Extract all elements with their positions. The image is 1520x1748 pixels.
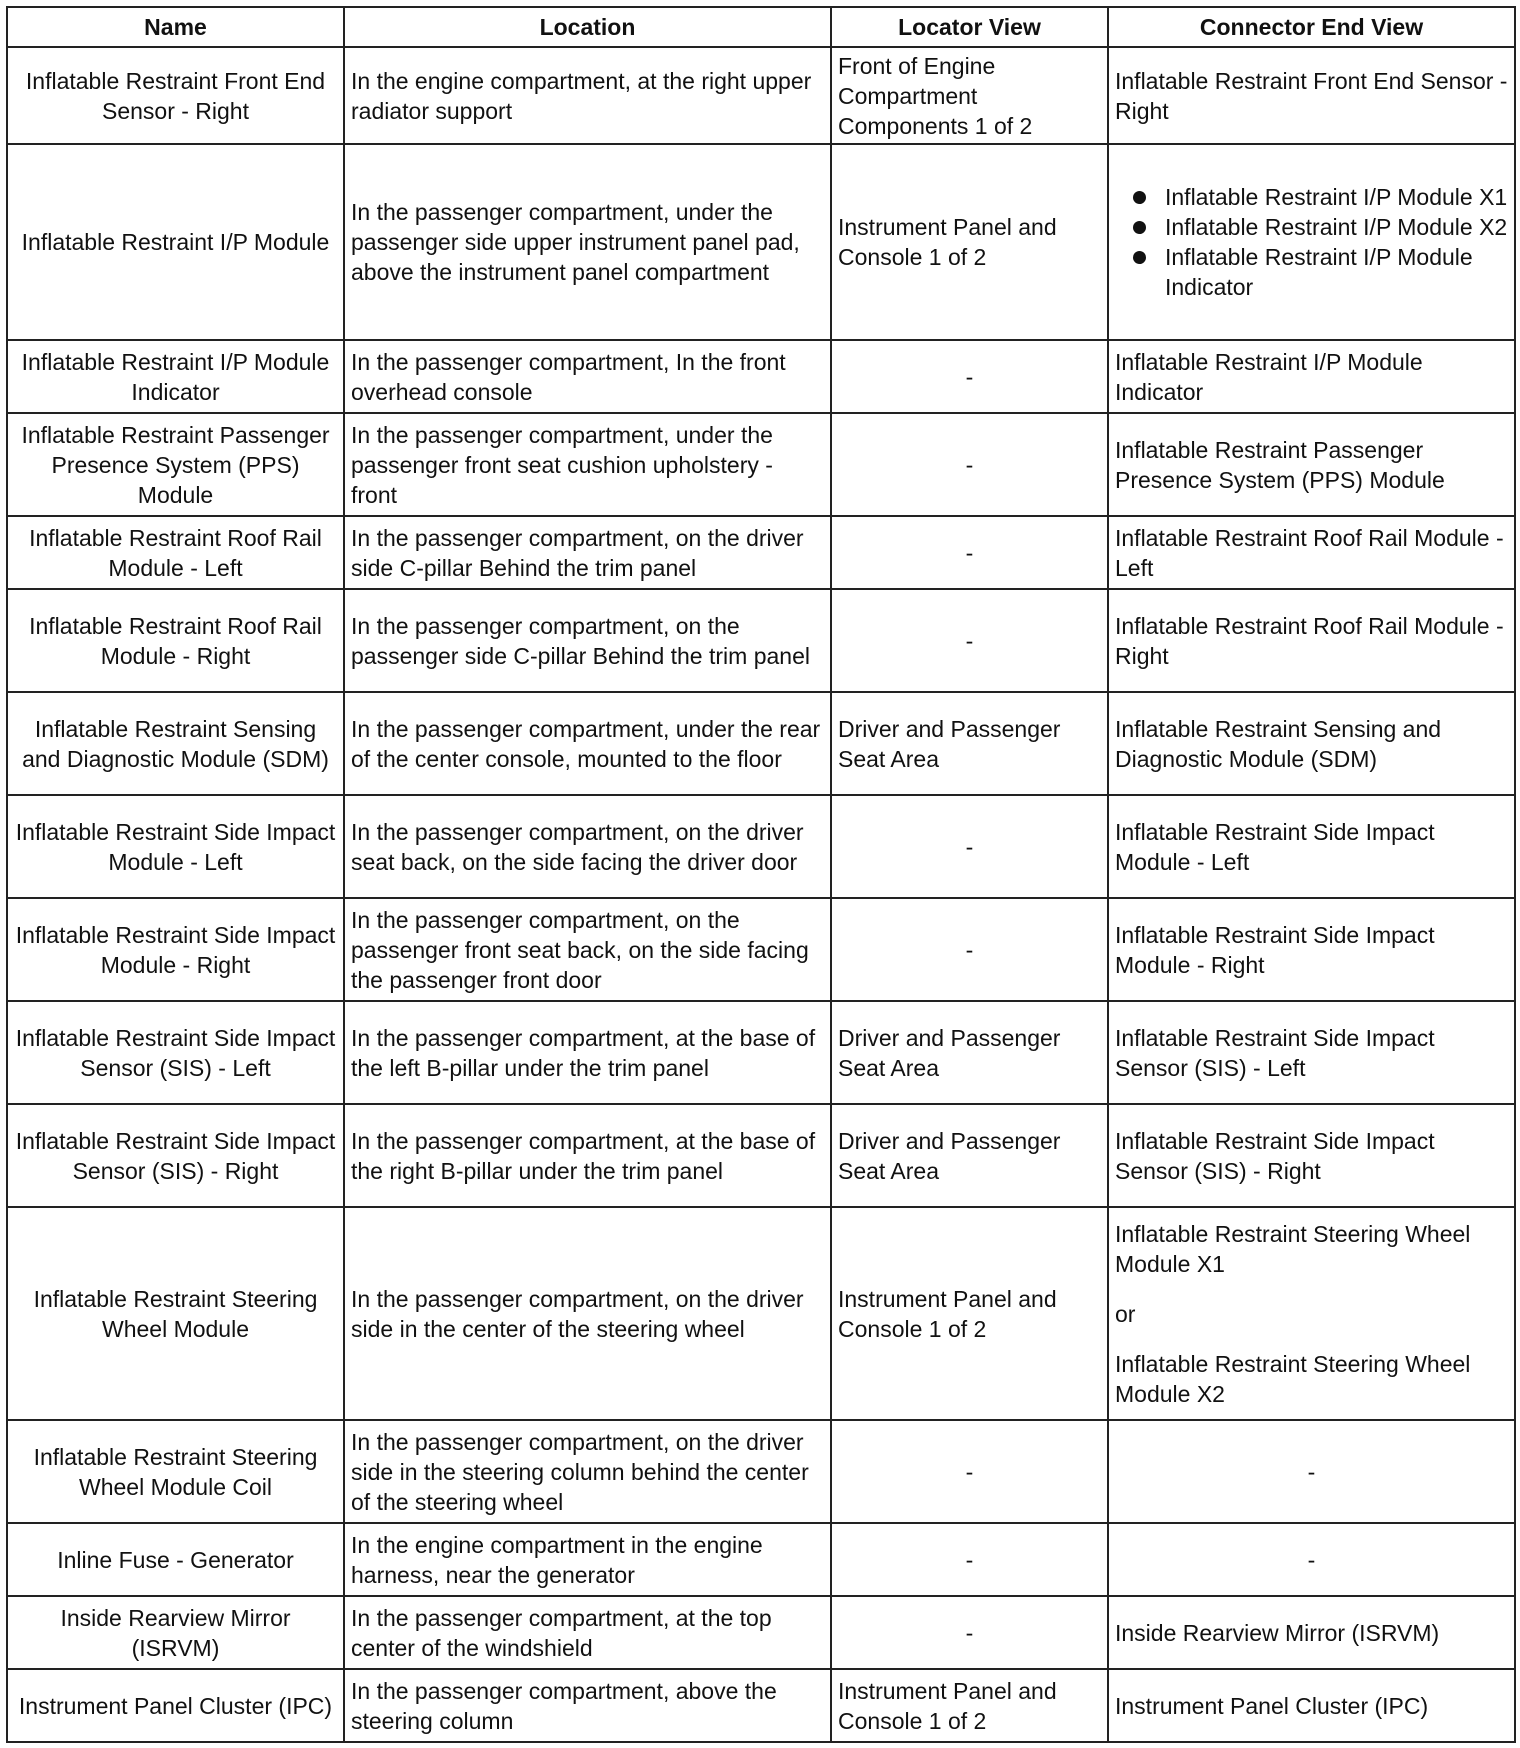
list-item: Inflatable Restraint I/P Module X2 — [1165, 214, 1508, 240]
cell-locator-view: - — [831, 1596, 1108, 1669]
cell-name: Inflatable Restraint Side Impact Module - Left — [7, 795, 344, 898]
cell-name: Inflatable Restraint Sensing and Diagnostic Module (SDM) — [7, 692, 344, 795]
cell-locator-view: - — [831, 340, 1108, 413]
cell-locator-view: - — [831, 1420, 1108, 1523]
cell-connector-end-view: Inflatable Restraint Sensing and Diagnostic Module (SDM) — [1108, 692, 1515, 795]
cell-name: Inflatable Restraint Side Impact Module - Right — [7, 898, 344, 1001]
connector-option: Inflatable Restraint Steering Wheel Module X2 — [1115, 1350, 1471, 1407]
cell-connector-end-view: Inflatable Restraint Roof Rail Module - Left — [1108, 516, 1515, 589]
component-locator-table — [6, 6, 1516, 1743]
cell-connector-end-view: Inflatable Restraint Side Impact Sensor (SIS) - Left — [1108, 1001, 1515, 1104]
cell-name: Inflatable Restraint Passenger Presence System (PPS) Module — [7, 413, 344, 516]
cell-location: In the engine compartment in the engine harness, near the generator — [344, 1523, 831, 1596]
cell-name: Inflatable Restraint Roof Rail Module - Left — [7, 516, 344, 589]
table-row — [7, 1001, 1515, 1104]
cell-locator-view: Instrument Panel and Console 1 of 2 — [831, 1207, 1108, 1420]
cell-connector-end-view: Inflatable Restraint Side Impact Sensor (SIS) - Right — [1108, 1104, 1515, 1207]
connector-option: Inflatable Restraint Steering Wheel Module X1 — [1115, 1220, 1471, 1277]
cell-location: In the passenger compartment, on the driver side C-pillar Behind the trim panel — [344, 516, 831, 589]
cell-locator-view: Driver and Passenger Seat Area — [831, 692, 1108, 795]
header-location: Location — [344, 7, 831, 47]
cell-location: In the passenger compartment, In the front overhead console — [344, 340, 831, 413]
table-row — [7, 1523, 1515, 1596]
cell-connector-end-view: - — [1108, 1523, 1515, 1596]
cell-locator-view: - — [831, 795, 1108, 898]
cell-connector-end-view: Inflatable Restraint Passenger Presence System (PPS) Module — [1108, 413, 1515, 516]
cell-name: Inflatable Restraint Side Impact Sensor (SIS) - Right — [7, 1104, 344, 1207]
list-item: Inflatable Restraint I/P Module Indicator — [1165, 242, 1508, 302]
cell-connector-end-view: Inflatable Restraint Side Impact Module - Left — [1108, 795, 1515, 898]
cell-connector-end-view: Inflatable Restraint Front End Sensor - Right — [1108, 47, 1515, 144]
cell-connector-end-view: Inflatable Restraint Side Impact Module - Right — [1108, 898, 1515, 1001]
cell-locator-view: - — [831, 413, 1108, 516]
header-connector-end-view: Connector End View — [1108, 7, 1515, 47]
cell-name: Inline Fuse - Generator — [7, 1523, 344, 1596]
cell-location: In the passenger compartment, on the driver seat back, on the side facing the driver door — [344, 795, 831, 898]
cell-locator-view: - — [831, 589, 1108, 692]
cell-connector-end-view: Inflatable Restraint I/P Module Indicator — [1108, 340, 1515, 413]
table-row — [7, 1104, 1515, 1207]
table-row — [7, 340, 1515, 413]
cell-location: In the passenger compartment, on the driver side in the center of the steering wheel — [344, 1207, 831, 1420]
cell-locator-view: Instrument Panel and Console 1 of 2 — [831, 144, 1108, 340]
table-row — [7, 1596, 1515, 1669]
table-row — [7, 898, 1515, 1001]
table-row — [7, 692, 1515, 795]
cell-name: Inflatable Restraint Side Impact Sensor (SIS) - Left — [7, 1001, 344, 1104]
table-row — [7, 144, 1515, 340]
cell-locator-view: - — [831, 898, 1108, 1001]
table-row — [7, 795, 1515, 898]
cell-locator-view: Driver and Passenger Seat Area — [831, 1001, 1108, 1104]
cell-locator-view: Instrument Panel and Console 1 of 2 — [831, 1669, 1108, 1742]
connector-list — [1115, 182, 1508, 302]
cell-location: In the passenger compartment, on the driver side in the steering column behind the center of the steering wheel — [344, 1420, 831, 1523]
table-row — [7, 1420, 1515, 1523]
cell-name: Inflatable Restraint Steering Wheel Module — [7, 1207, 344, 1420]
cell-location: In the passenger compartment, above the steering column — [344, 1669, 831, 1742]
table-row — [7, 413, 1515, 516]
cell-connector-end-view: - — [1108, 1420, 1515, 1523]
cell-connector-end-view — [1108, 144, 1515, 340]
cell-name: Instrument Panel Cluster (IPC) — [7, 1669, 344, 1742]
table-row — [7, 1669, 1515, 1742]
cell-connector-end-view: Inside Rearview Mirror (ISRVM) — [1108, 1596, 1515, 1669]
cell-connector-end-view: Instrument Panel Cluster (IPC) — [1108, 1669, 1515, 1742]
table-row — [7, 1207, 1515, 1420]
cell-location: In the passenger compartment, at the base of the right B-pillar under the trim panel — [344, 1104, 831, 1207]
table-row — [7, 589, 1515, 692]
cell-location: In the passenger compartment, on the passenger side C-pillar Behind the trim panel — [344, 589, 831, 692]
header-row — [7, 7, 1515, 47]
cell-location: In the passenger compartment, under the passenger side upper instrument panel pad, above the instrument panel compartment — [344, 144, 831, 340]
cell-locator-view: Front of Engine Compartment Components 1 of 2 — [831, 47, 1108, 144]
cell-location: In the passenger compartment, under the passenger front seat cushion upholstery - front — [344, 413, 831, 516]
list-item: Inflatable Restraint I/P Module X1 — [1165, 184, 1508, 210]
cell-name: Inside Rearview Mirror (ISRVM) — [7, 1596, 344, 1669]
cell-name: Inflatable Restraint I/P Module Indicator — [7, 340, 344, 413]
cell-locator-view: - — [831, 1523, 1108, 1596]
connector-or: or — [1115, 1300, 1136, 1327]
cell-location: In the engine compartment, at the right upper radiator support — [344, 47, 831, 144]
cell-location: In the passenger compartment, at the base of the left B-pillar under the trim panel — [344, 1001, 831, 1104]
table-row — [7, 47, 1515, 144]
cell-location: In the passenger compartment, on the passenger front seat back, on the side facing the passenger front door — [344, 898, 831, 1001]
cell-locator-view: - — [831, 516, 1108, 589]
cell-locator-view: Driver and Passenger Seat Area — [831, 1104, 1108, 1207]
cell-location: In the passenger compartment, at the top center of the windshield — [344, 1596, 831, 1669]
cell-connector-end-view: Inflatable Restraint Roof Rail Module - Right — [1108, 589, 1515, 692]
header-name: Name — [7, 7, 344, 47]
cell-name: Inflatable Restraint Front End Sensor - Right — [7, 47, 344, 144]
cell-name: Inflatable Restraint Roof Rail Module - Right — [7, 589, 344, 692]
cell-connector-end-view — [1108, 1207, 1515, 1420]
header-locator-view: Locator View — [831, 7, 1108, 47]
cell-location: In the passenger compartment, under the rear of the center console, mounted to the floor — [344, 692, 831, 795]
table-row — [7, 516, 1515, 589]
cell-name: Inflatable Restraint Steering Wheel Module Coil — [7, 1420, 344, 1523]
cell-name: Inflatable Restraint I/P Module — [7, 144, 344, 340]
